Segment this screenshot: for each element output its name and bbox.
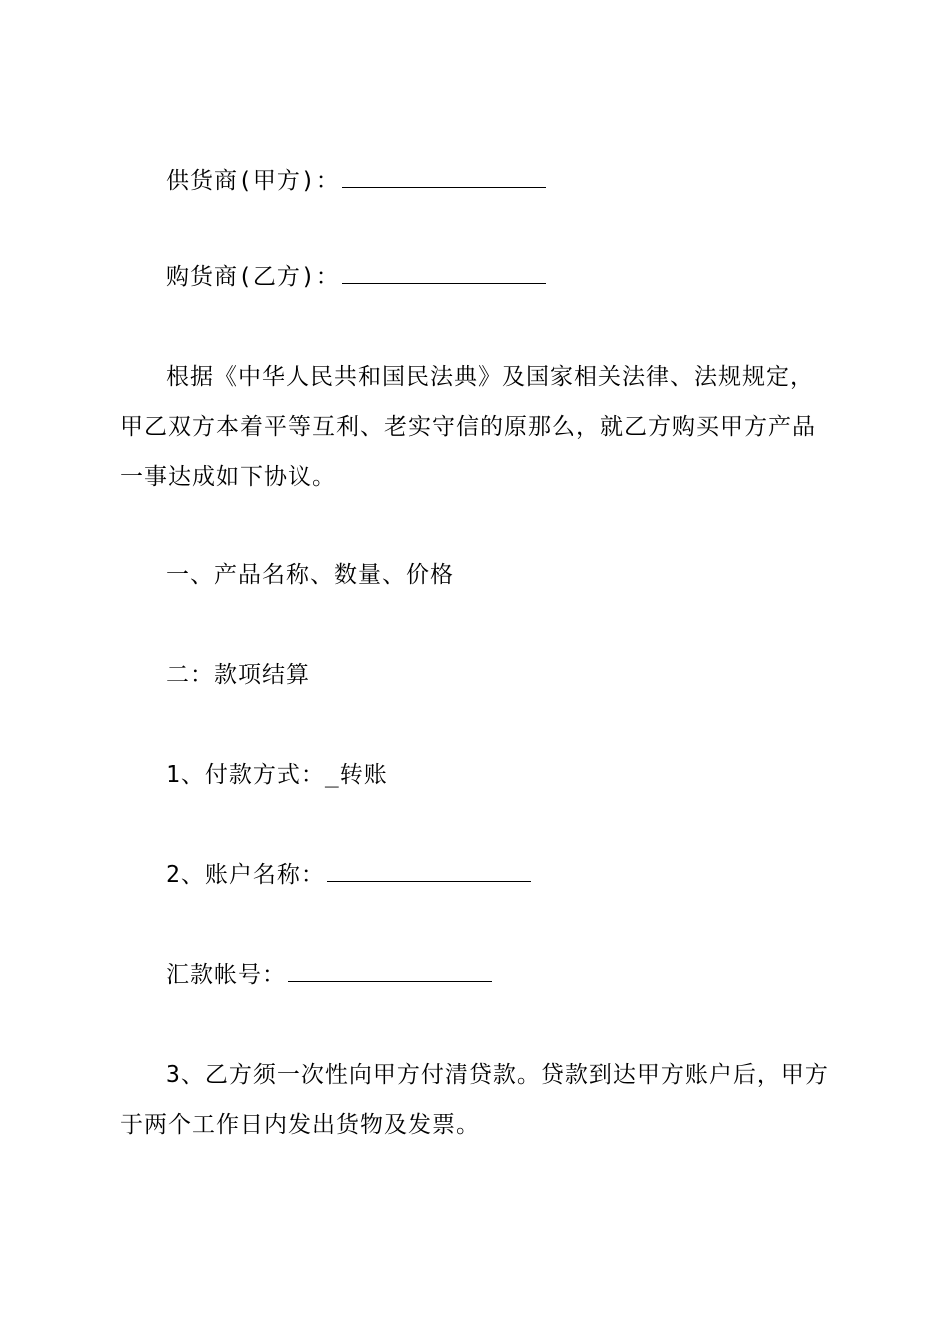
account-name-blank[interactable] — [327, 853, 531, 882]
buyer-line — [166, 254, 546, 300]
payment-method-line: 1、付款方式：_转账 — [166, 762, 388, 788]
remit-account-label: 汇款帐号： — [166, 962, 286, 988]
buyer-blank[interactable] — [342, 255, 546, 284]
supplier-blank[interactable] — [342, 159, 546, 188]
intro-line-1: 根据《中华人民共和国民法典》及国家相关法律、法规规定， — [166, 364, 814, 390]
remit-account-line — [166, 952, 492, 998]
account-name-label: 2、账户名称： — [166, 862, 325, 888]
section-1-heading: 一、产品名称、数量、价格 — [166, 562, 454, 588]
buyer-label: 购货商(乙方)： — [166, 264, 340, 290]
item-3-line-2: 于两个工作日内发出货物及发票。 — [120, 1112, 480, 1138]
intro-line-3: 一事达成如下协议。 — [120, 464, 336, 490]
item-3-line-1: 3、乙方须一次性向甲方付清贷款。贷款到达甲方账户后，甲方 — [166, 1062, 829, 1088]
account-name-line — [166, 852, 531, 898]
remit-account-blank[interactable] — [288, 953, 492, 982]
supplier-label: 供货商(甲方)： — [166, 168, 340, 194]
supplier-line — [166, 158, 546, 204]
section-2-heading: 二：款项结算 — [166, 662, 310, 688]
intro-line-2: 甲乙双方本着平等互利、老实守信的原那么，就乙方购买甲方产品 — [120, 414, 816, 440]
